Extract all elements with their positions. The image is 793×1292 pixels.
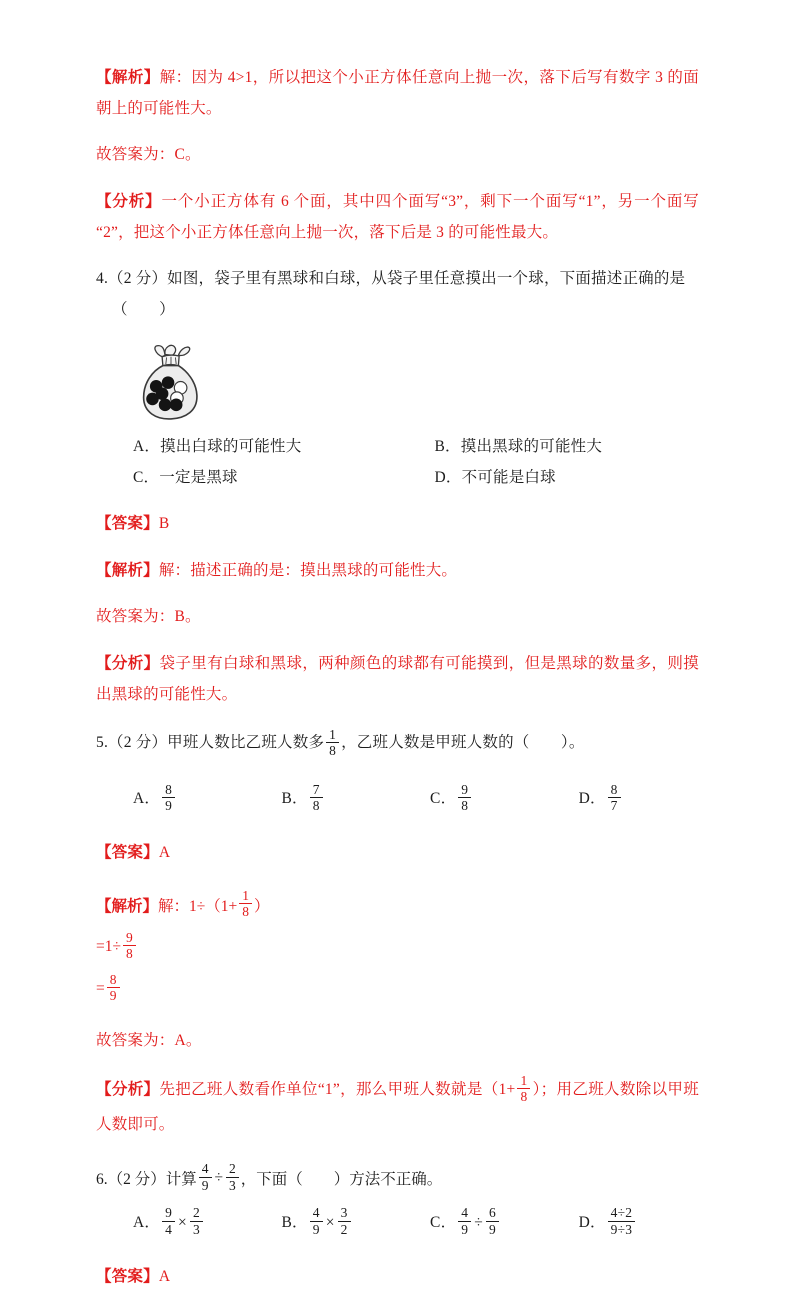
question-5-conclusion: 故答案为：A。 <box>96 1032 202 1049</box>
jiexi-label: 【解析】 <box>96 897 159 915</box>
fraction: $\frac{1}{8}$ <box>326 727 339 758</box>
question-5-step-3: = $\frac{8}{9}$ <box>96 968 699 1010</box>
fraction: $\frac{4}{9}$ <box>310 1205 323 1236</box>
question-6-stem: 6.（2 分）计算 $\frac{4}{9}$ ÷ $\frac{2}{3}$ ，下面（ ）方法不正确。 <box>96 1161 443 1193</box>
bag-with-balls-image <box>134 341 208 425</box>
multiply-operator: × <box>325 1213 335 1231</box>
option-d: D． $\frac{4\div 2}{9\div 3}$ <box>542 1199 699 1245</box>
fraction: $\frac{9}{8}$ <box>123 930 136 961</box>
question-4-figure <box>134 341 699 425</box>
divide-operator: ÷ <box>214 1169 224 1186</box>
fraction: $\frac{1}{8}$ <box>517 1073 530 1104</box>
fraction: $\frac{7}{8}$ <box>310 782 323 813</box>
fraction: $\frac{9}{8}$ <box>458 782 471 813</box>
question-4-bracket: （ ） <box>112 301 175 318</box>
jiexi-label: 【解析】 <box>96 68 160 86</box>
jiexi-label: 【解析】 <box>96 561 159 579</box>
fraction: $\frac{9}{4}$ <box>162 1205 175 1236</box>
fraction: $\frac{3}{2}$ <box>338 1205 351 1236</box>
question-4-jiexi: 【解析】解：描述正确的是：摸出黑球的可能性大。 <box>96 561 458 579</box>
fraction: $\frac{1}{8}$ <box>239 888 252 919</box>
option-a: A． $\frac{9}{4}$ × $\frac{2}{3}$ <box>96 1199 245 1245</box>
option-d: D． $\frac{8}{7}$ <box>542 776 699 822</box>
fraction: $\frac{8}{9}$ <box>107 972 120 1003</box>
question-5-fenxi: 【分析】先把乙班人数看作单位“1”，那么甲班人数就是（1+ $\frac{1}{8}$ ）；用乙班人数除以甲班人数即可。 <box>96 1073 699 1133</box>
daan-label: 【答案】 <box>96 1267 159 1285</box>
question-6-options <box>96 1199 699 1245</box>
fraction: $\frac{2}{3}$ <box>190 1205 203 1236</box>
answer-letter: B <box>158 515 170 532</box>
fenxi-label: 【分析】 <box>96 654 160 672</box>
question-5-jiexi-equation: 【解析】 解：1÷（1+ $\frac{1}{8}$ ） <box>96 887 270 919</box>
question-5-stem: 5.（2 分）甲班人数比乙班人数多 $\frac{1}{8}$ ，乙班人数是甲班人数的（ ）。 <box>96 726 585 758</box>
q3-conclusion: 故答案为：C。 <box>96 146 201 163</box>
divide-operator: ÷ <box>474 1213 483 1231</box>
q3-fenxi-paragraph <box>96 186 699 248</box>
question-5-options <box>96 776 699 822</box>
option-c: C． $\frac{4}{9}$ ÷ $\frac{6}{9}$ <box>393 1199 542 1245</box>
bag-knot <box>155 345 190 365</box>
daan-label: 【答案】 <box>96 844 159 861</box>
multiply-operator: × <box>178 1213 187 1231</box>
question-5-step-2: =1÷ $\frac{9}{8}$ <box>96 926 699 968</box>
question-5-answer <box>96 837 699 868</box>
question-4-conclusion: 故答案为：B。 <box>96 608 201 625</box>
option-c: C． $\frac{9}{8}$ <box>393 776 542 822</box>
answer-letter: A <box>158 844 171 861</box>
option-b: B． 摸出黑球的可能性大 <box>434 437 603 455</box>
option-a: A． 摸出白球的可能性大 <box>133 437 302 455</box>
q3-jiexi-text: 解：因为 4>1，所以把这个小正方体任意向上抛一次，落下后写有数字 3 的面朝上的可能性大。 <box>96 68 699 117</box>
option-d: D． 不可能是白球 <box>434 468 556 486</box>
answer-letter: A <box>158 1267 171 1285</box>
question-4-fenxi: 【分析】袋子里有白球和黑球，两种颜色的球都有可能摸到，但是黑球的数量多，则摸出黑球的可能性大。 <box>96 654 699 703</box>
fraction: $\frac{6}{9}$ <box>486 1205 499 1236</box>
fraction: $\frac{8}{9}$ <box>162 782 175 813</box>
question-4-answer <box>96 508 699 539</box>
daan-label: 【答案】 <box>96 515 159 532</box>
question-6-answer <box>96 1261 699 1292</box>
fraction: $\frac{8}{7}$ <box>608 782 621 813</box>
fraction: $\frac{2}{3}$ <box>226 1161 239 1192</box>
question-4-stem: 4.（2 分）如图，袋子里有黑球和白球，从袋子里任意摸出一个球，下面描述正确的是 （ ） <box>96 270 686 318</box>
compound-fraction: $\frac{4\div 2}{9\div 3}$ <box>608 1205 636 1236</box>
option-b: B． $\frac{4}{9}$ × $\frac{3}{2}$ <box>245 1199 394 1245</box>
question-4-options-row-2 <box>96 462 699 493</box>
option-b: B． $\frac{7}{8}$ <box>245 776 394 822</box>
option-c: C． 一定是黑球 <box>133 468 238 486</box>
q3-fenxi-text: 一个小正方体有 6 个面，其中四个面写“3”，剩下一个面写“1”，另一个面写“2”，把这个小正方体任意向上抛一次，落下后是 3 的可能性最大。 <box>96 192 699 241</box>
bag-body <box>144 365 197 418</box>
fenxi-label: 【分析】 <box>96 192 162 210</box>
fraction: $\frac{4}{9}$ <box>458 1205 471 1236</box>
q3-jiexi-paragraph <box>96 62 699 124</box>
question-4-options-row-1 <box>96 431 699 462</box>
fenxi-label: 【分析】 <box>96 1080 160 1098</box>
fraction: $\frac{4}{9}$ <box>199 1161 212 1192</box>
option-a: A． $\frac{8}{9}$ <box>96 776 245 822</box>
